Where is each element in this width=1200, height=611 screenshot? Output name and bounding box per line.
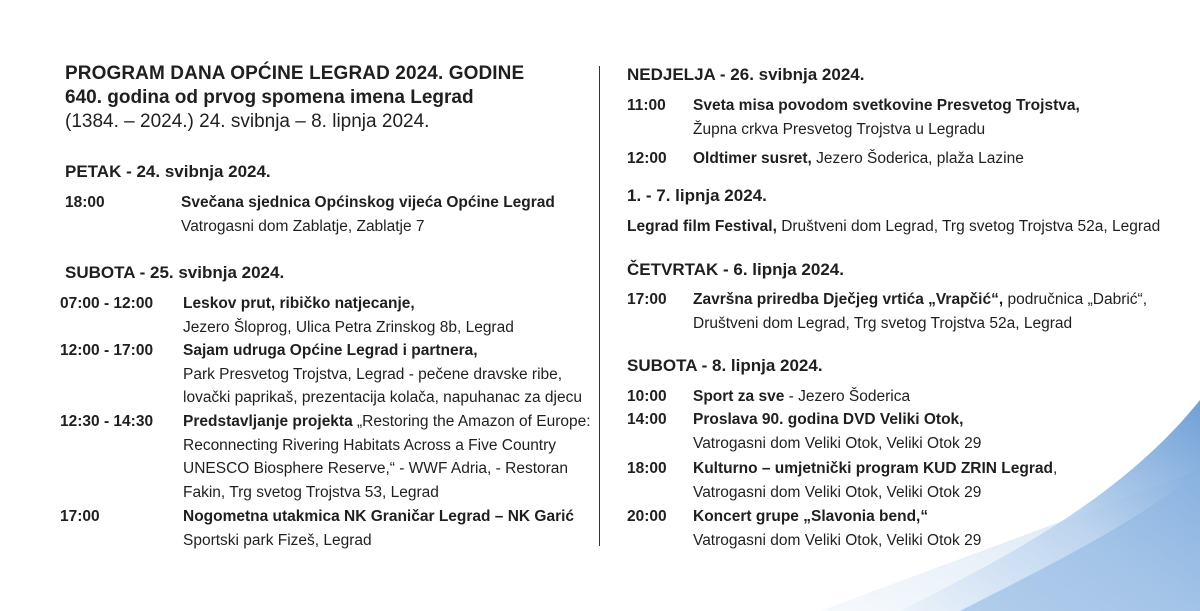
event-title: Leskov prut, ribičko natjecanje, [183,295,415,312]
event-title: Legrad film Festival, [627,218,777,235]
event-location: Društveni dom Legrad, Trg svetog Trojstva 52a, Legrad [776,218,1161,235]
event-title-rest: , [1052,460,1058,477]
event-time: 12:30 - 14:30 [60,413,154,430]
event-location: Sportski park Fizeš, Legrad [183,531,372,549]
day-heading-nedjelja: NEDJELJA - 26. svibnja 2024. [627,65,865,84]
event-location: - Jezero Šoderica [784,388,911,405]
event-time: 18:00 [627,460,667,477]
event-location: Društveni dom Legrad, Trg svetog Trojstva 52a, Legrad [693,314,1073,332]
column-divider [599,66,600,546]
period-event [627,216,1160,238]
event-time: 18:00 [65,194,105,211]
event-location: Reconnecting Rivering Habitats Across a Five Country [183,436,557,454]
event-location: UNESCO Biosphere Reserve,“ - WWF Adria, - Restoran [183,460,569,477]
program-title: PROGRAM DANA OPĆINE LEGRAD 2024. GODINE [65,63,525,84]
day-heading-cetvrtak: ČETVRTAK - 6. lipnja 2024. [627,260,844,279]
event-title: Sveta misa povodom svetkovine Presvetog Trojstva, [693,97,1080,114]
event-title: Svečana sjednica Općinskog vijeća Općine Legrad [181,194,555,211]
program-header [65,62,524,134]
event-location: Vatrogasni dom Zablatje, Zablatje 7 [181,217,425,235]
event-title: Završna priredba Dječjeg vrtića „Vrapčić“, [693,291,1004,308]
event-title: Nogometna utakmica NK Graničar Legrad – NK Garić [183,508,575,525]
event-title: Sport za sve [693,388,785,405]
event-location: Jezero Šoderica, plaža Lazine [811,150,1024,167]
event-location: lovački paprikaš, prezentacija kolača, napuhanac za djecu [183,389,582,406]
event-title: Oldtimer susret, [693,150,812,167]
event-location: Park Presvetog Trojstva, Legrad - pečene dravske ribe, [183,365,563,383]
event-time: 12:00 [627,150,667,167]
event-location: Vatrogasni dom Veliki Otok, Veliki Otok 29 [693,434,982,452]
event-time: 10:00 [627,388,667,405]
event-location: Župna crkva Presvetog Trojstva u Legradu [693,120,986,138]
event-title: Predstavljanje projekta [183,413,353,430]
event-title: Koncert grupe „Slavonia bend,“ [693,508,929,525]
event-title: Sajam udruga Općine Legrad i partnera, [183,342,478,359]
day-heading-petak: PETAK - 24. svibnja 2024. [65,162,271,181]
event-time: 11:00 [627,97,666,114]
event-time: 20:00 [627,508,667,525]
event-location: Jezero Šloprog, Ulica Petra Zrinskog 8b, Legrad [183,318,514,336]
day-heading-subota-8: SUBOTA - 8. lipnja 2024. [627,356,823,375]
period-heading: 1. - 7. lipnja 2024. [627,186,767,205]
event-time: 14:00 [627,411,667,428]
event-title: Kulturno – umjetnički program KUD ZRIN Legrad [693,460,1053,477]
event-title-rest: „Restoring the Amazon of Europe: [352,413,591,430]
day-heading-subota-25: SUBOTA - 25. svibnja 2024. [65,263,285,282]
program-subtitle: 640. godina od prvog spomena imena Legrad [65,87,474,108]
program-dates: (1384. – 2024.) 24. svibnja – 8. lipnja 2024. [65,111,430,132]
event-time: 07:00 - 12:00 [60,295,154,312]
event-location: područnica „Dabrić“, [1003,291,1148,308]
event-time: 17:00 [627,291,667,308]
event-title: Proslava 90. godina DVD Veliki Otok, [693,411,964,428]
event-location: Fakin, Trg svetog Trojstva 53, Legrad [183,483,439,501]
event-time: 17:00 [60,508,100,525]
event-time: 12:00 - 17:00 [60,342,154,359]
event-location: Vatrogasni dom Veliki Otok, Veliki Otok 29 [693,483,982,501]
event-location: Vatrogasni dom Veliki Otok, Veliki Otok 29 [693,531,982,549]
